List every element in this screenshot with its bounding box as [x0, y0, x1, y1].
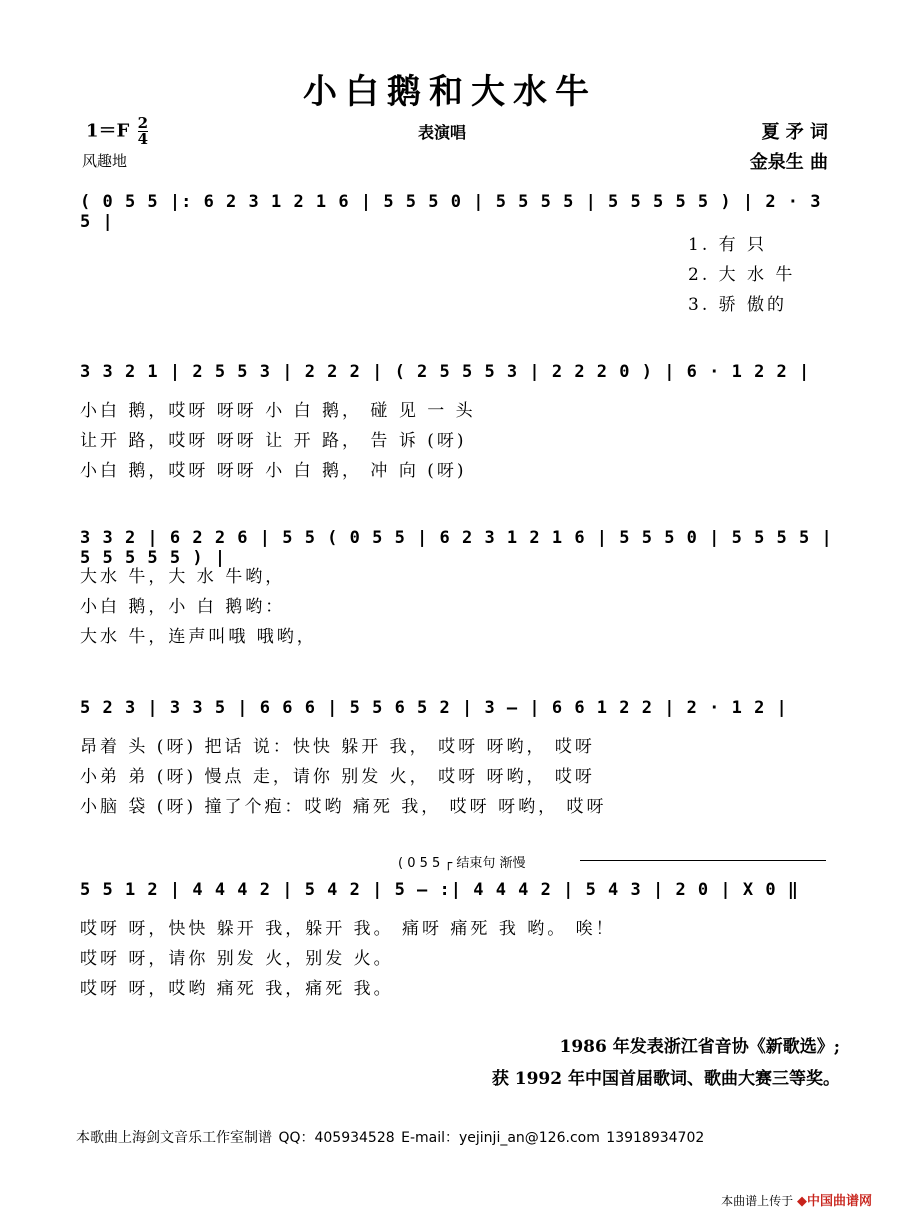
key-label: 1＝F [86, 120, 130, 142]
lyric-verse-2: 让开 路，哎呀 呀呀 让 开 路， 告 诉 (呀) [80, 431, 467, 451]
score-system-4 [80, 694, 840, 817]
ending-phrase-label: ( 0 5 5 ┌ 结束句 渐慢 [398, 856, 526, 871]
time-signature [138, 116, 148, 147]
upload-watermark [721, 1190, 872, 1209]
score-system-2 [80, 358, 840, 481]
score-system-5 [80, 876, 840, 999]
ending-bracket-line [580, 860, 826, 861]
lyric-verse-1: 小白 鹅，哎呀 呀呀 小 白 鹅， 碰 见 一 头 [80, 401, 476, 421]
lyric-verse-2: 哎呀 呀，请你 别发 火，别发 火。 [80, 949, 394, 969]
transcription-credits: 本歌曲上海剑文音乐工作室制谱 QQ：405934528 E-mail：yejinji_an@126.com 13918934702 [76, 1130, 705, 1146]
key-signature [86, 116, 148, 147]
time-top: 2 [137, 114, 149, 132]
song-title: 小白鹅和大水牛 [303, 72, 597, 112]
tempo-marking: 风趣地 [82, 152, 128, 170]
lyric-verse-3: 大水 牛，连声叫哦 哦哟， [80, 627, 317, 647]
lyric-verse-3: 哎呀 呀，哎哟 痛死 我，痛死 我。 [80, 979, 394, 999]
upload-prefix: 本曲谱上传于 [721, 1194, 794, 1208]
lyric-verse-1: 大水 牛，大 水 牛哟， [80, 567, 286, 587]
lyric-verse-2: 小弟 弟 (呀) 慢点 走，请你 别发 火， 哎呀 呀哟， 哎呀 [80, 767, 595, 787]
lyric-verse-3: 小白 鹅，哎呀 呀呀 小 白 鹅， 冲 向 (呀) [80, 461, 467, 481]
lyric-verse-3: 3. 骄 傲的 [688, 295, 788, 315]
publication-note-2: 获 1992 年中国首届歌词、歌曲大赛三等奖。 [491, 1069, 840, 1089]
lyric-verse-1: 昂着 头 (呀) 把话 说：快快 躲开 我， 哎呀 呀哟， 哎呀 [80, 737, 595, 757]
notation-line: ( 0 5 5 |: 6 2 3 1 2 1 6 | 5 5 5 0 | 5 5 5 5 | 5 5 5 5 5 ) | 2 · 3 5 | [80, 192, 822, 232]
score-system-3 [80, 524, 840, 647]
time-bottom: 4 [137, 130, 149, 148]
notation-line: 5 2 3 | 3 3 5 | 6 6 6 | 5 5 6 5 2 | 3 – | 6 6 1 2 2 | 2 · 1 2 | [80, 698, 788, 718]
lyric-verse-1: 1. 有 只 [688, 235, 768, 255]
score-system-1 [80, 188, 840, 318]
notation-line: 5 5 1 2 | 4 4 4 2 | 5 4 2 | 5 – :| 4 4 4 2 | 5 4 3 | 2 0 | X 0 ‖ [80, 880, 800, 900]
genre-label: 表演唱 [418, 123, 467, 142]
lyric-verse-2: 2. 大 水 牛 [688, 265, 796, 285]
lyric-verse-3: 小脑 袋 (呀) 撞了个疱：哎哟 痛死 我， 哎呀 呀哟， 哎呀 [80, 797, 607, 817]
lyric-verse-1: 哎呀 呀，快快 躲开 我，躲开 我。 痛呀 痛死 我 哟。 唉！ [80, 919, 616, 939]
lyric-verse-2: 小白 鹅，小 白 鹅哟： [80, 597, 286, 617]
publication-note-1: 1986 年发表浙江省音协《新歌选》; [559, 1037, 840, 1057]
site-logo: ◆中国曲谱网 [797, 1194, 872, 1209]
notation-line: 3 3 2 1 | 2 5 5 3 | 2 2 2 | ( 2 5 5 5 3 | 2 2 2 0 ) | 6 · 1 2 2 | [80, 362, 811, 382]
lyricist-credit: 夏 矛 词 [761, 122, 828, 143]
composer-credit: 金泉生 曲 [749, 152, 828, 173]
notation-line: 3 3 2 | 6 2 2 6 | 5 5 ( 0 5 5 | 6 2 3 1 2 1 6 | 5 5 5 0 | 5 5 5 5 | 5 5 5 5 5 ) | [80, 528, 833, 568]
